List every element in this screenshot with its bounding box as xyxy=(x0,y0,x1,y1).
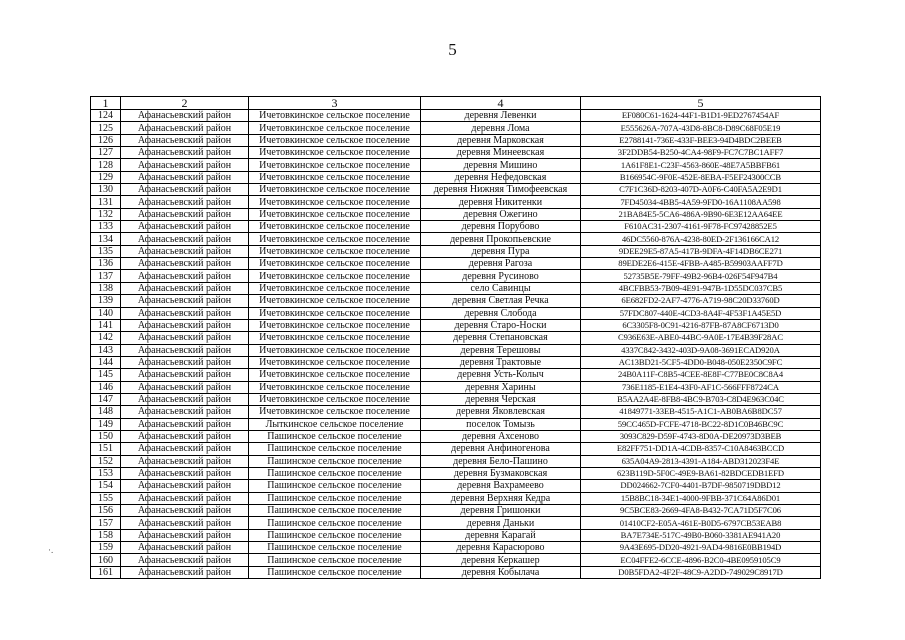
row-number-cell: 130 xyxy=(91,184,121,196)
district-cell: Афанасьевский район xyxy=(121,282,249,294)
row-number-cell: 134 xyxy=(91,233,121,245)
row-number-cell: 151 xyxy=(91,443,121,455)
locality-cell: деревня Черская xyxy=(421,393,581,405)
locality-cell: деревня Старо-Носки xyxy=(421,319,581,331)
row-number-cell: 156 xyxy=(91,505,121,517)
row-number-cell: 157 xyxy=(91,517,121,529)
guid-cell: 9C5BCE83-2669-4FA8-B432-7CA71D5F7C06 xyxy=(581,505,821,517)
settlement-cell: Пашинское сельское поселение xyxy=(249,455,421,467)
settlement-cell: Ичетовкинское сельское поселение xyxy=(249,406,421,418)
locality-cell: деревня Левенки xyxy=(421,110,581,122)
guid-cell: 89EDE2E6-415E-4FBB-A485-B59903AAFF7D xyxy=(581,258,821,270)
table-row xyxy=(91,566,821,578)
settlement-cell: Пашинское сельское поселение xyxy=(249,492,421,504)
guid-cell: BA7E734E-517C-49B0-B060-3381AE941A20 xyxy=(581,529,821,541)
locality-cell: деревня Харины xyxy=(421,381,581,393)
table-row xyxy=(91,344,821,356)
district-cell: Афанасьевский район xyxy=(121,245,249,257)
district-cell: Афанасьевский район xyxy=(121,196,249,208)
settlement-cell: Ичетовкинское сельское поселение xyxy=(249,184,421,196)
table-row xyxy=(91,505,821,517)
settlement-cell: Ичетовкинское сельское поселение xyxy=(249,393,421,405)
settlement-cell: Ичетовкинское сельское поселение xyxy=(249,208,421,220)
settlement-cell: Пашинское сельское поселение xyxy=(249,529,421,541)
column-header-locality: 4 xyxy=(421,97,581,110)
row-number-cell: 158 xyxy=(91,529,121,541)
district-cell: Афанасьевский район xyxy=(121,147,249,159)
row-number-cell: 146 xyxy=(91,381,121,393)
row-number-cell: 160 xyxy=(91,554,121,566)
row-number-cell: 125 xyxy=(91,122,121,134)
row-number-cell: 142 xyxy=(91,332,121,344)
settlement-cell: Пашинское сельское поселение xyxy=(249,430,421,442)
district-cell: Афанасьевский район xyxy=(121,110,249,122)
row-number-cell: 127 xyxy=(91,147,121,159)
locality-cell: деревня Слобода xyxy=(421,307,581,319)
row-number-cell: 152 xyxy=(91,455,121,467)
settlement-table-container xyxy=(90,96,820,579)
locality-cell: деревня Рагоза xyxy=(421,258,581,270)
guid-cell: 46DC5560-876A-4238-80ED-2F136166CA12 xyxy=(581,233,821,245)
table-row xyxy=(91,430,821,442)
district-cell: Афанасьевский район xyxy=(121,270,249,282)
guid-cell: 4337C842-3432-403D-9A08-3691ECAD920A xyxy=(581,344,821,356)
table-row xyxy=(91,406,821,418)
guid-cell: 623B119D-5F0C-49E9-BA61-82BDCEDB1EFD xyxy=(581,467,821,479)
table-row xyxy=(91,554,821,566)
table-row xyxy=(91,270,821,282)
district-cell: Афанасьевский район xyxy=(121,184,249,196)
locality-cell: деревня Карагай xyxy=(421,529,581,541)
guid-cell: 24B0A11F-C8B5-4CEE-8E8F-C77BE0C8C8A4 xyxy=(581,369,821,381)
guid-cell: 57FDC807-440E-4CD3-8A4F-4F53F1A45E5D xyxy=(581,307,821,319)
row-number-cell: 137 xyxy=(91,270,121,282)
row-number-cell: 131 xyxy=(91,196,121,208)
locality-cell: деревня Карасюрово xyxy=(421,542,581,554)
row-number-cell: 139 xyxy=(91,295,121,307)
guid-cell: E2788141-736E-433F-BEE3-94D4BDC2BEEB xyxy=(581,134,821,146)
district-cell: Афанасьевский район xyxy=(121,369,249,381)
settlement-cell: Лыткинское сельское поселение xyxy=(249,418,421,430)
table-row xyxy=(91,529,821,541)
locality-cell: деревня Порубово xyxy=(421,221,581,233)
district-cell: Афанасьевский район xyxy=(121,171,249,183)
guid-cell: 9A43E695-DD20-4921-9AD4-9816E0BB194D xyxy=(581,542,821,554)
guid-cell: 52735B5E-79FF-49B2-96B4-026F54F947B4 xyxy=(581,270,821,282)
table-row xyxy=(91,282,821,294)
locality-cell: деревня Бело-Пашино xyxy=(421,455,581,467)
settlement-cell: Ичетовкинское сельское поселение xyxy=(249,344,421,356)
table-row xyxy=(91,332,821,344)
settlement-cell: Ичетовкинское сельское поселение xyxy=(249,147,421,159)
locality-cell: деревня Минеевская xyxy=(421,147,581,159)
settlement-cell: Ичетовкинское сельское поселение xyxy=(249,381,421,393)
guid-cell: EC04FFE2-6CCE-4896-B2C0-4BE0959105C9 xyxy=(581,554,821,566)
district-cell: Афанасьевский район xyxy=(121,295,249,307)
district-cell: Афанасьевский район xyxy=(121,307,249,319)
settlement-cell: Ичетовкинское сельское поселение xyxy=(249,245,421,257)
table-row xyxy=(91,542,821,554)
guid-cell: 59CC465D-FCFE-4718-BC22-8D1C0B46BC9C xyxy=(581,418,821,430)
district-cell: Афанасьевский район xyxy=(121,208,249,220)
guid-cell: AC13BD21-5CF5-4DD0-B048-050E2350C9FC xyxy=(581,356,821,368)
table-row xyxy=(91,369,821,381)
district-cell: Афанасьевский район xyxy=(121,517,249,529)
locality-cell: деревня Терешовы xyxy=(421,344,581,356)
table-row xyxy=(91,184,821,196)
district-cell: Афанасьевский район xyxy=(121,393,249,405)
district-cell: Афанасьевский район xyxy=(121,566,249,578)
district-cell: Афанасьевский район xyxy=(121,430,249,442)
row-number-cell: 155 xyxy=(91,492,121,504)
table-row xyxy=(91,208,821,220)
district-cell: Афанасьевский район xyxy=(121,529,249,541)
district-cell: Афанасьевский район xyxy=(121,418,249,430)
settlement-cell: Ичетовкинское сельское поселение xyxy=(249,171,421,183)
row-number-cell: 159 xyxy=(91,542,121,554)
table-row xyxy=(91,356,821,368)
row-number-cell: 128 xyxy=(91,159,121,171)
locality-cell: деревня Русиново xyxy=(421,270,581,282)
column-header-guid: 5 xyxy=(581,97,821,110)
row-number-cell: 138 xyxy=(91,282,121,294)
guid-cell: E82FF751-DD1A-4CDB-8357-C10A8463BCCD xyxy=(581,443,821,455)
settlement-cell: Ичетовкинское сельское поселение xyxy=(249,221,421,233)
settlement-cell: Пашинское сельское поселение xyxy=(249,566,421,578)
guid-cell: B166954C-9F0E-452E-8EBA-F5EF24300CCB xyxy=(581,171,821,183)
district-cell: Афанасьевский район xyxy=(121,505,249,517)
guid-cell: 15B8BC18-34E1-4000-9FBB-371C64A86D01 xyxy=(581,492,821,504)
locality-cell: деревня Анфиногенова xyxy=(421,443,581,455)
settlement-cell: Пашинское сельское поселение xyxy=(249,480,421,492)
settlement-cell: Ичетовкинское сельское поселение xyxy=(249,356,421,368)
locality-cell: деревня Даньки xyxy=(421,517,581,529)
guid-cell: F610AC31-2307-4161-9F78-FC97428852E5 xyxy=(581,221,821,233)
table-row xyxy=(91,122,821,134)
table-row xyxy=(91,381,821,393)
table-row xyxy=(91,134,821,146)
settlement-table xyxy=(90,96,821,579)
settlement-cell: Ичетовкинское сельское поселение xyxy=(249,110,421,122)
settlement-cell: Пашинское сельское поселение xyxy=(249,554,421,566)
table-row xyxy=(91,245,821,257)
guid-cell: D0B5FDA2-4F2F-48C9-A2DD-749029C8917D xyxy=(581,566,821,578)
table-row xyxy=(91,196,821,208)
table-row xyxy=(91,110,821,122)
row-number-cell: 141 xyxy=(91,319,121,331)
column-header-number: 1 xyxy=(91,97,121,110)
settlement-cell: Ичетовкинское сельское поселение xyxy=(249,122,421,134)
row-number-cell: 148 xyxy=(91,406,121,418)
guid-cell: 6E682FD2-2AF7-4776-A719-98C20D33760D xyxy=(581,295,821,307)
locality-cell: деревня Пура xyxy=(421,245,581,257)
locality-cell: деревня Мишино xyxy=(421,159,581,171)
district-cell: Афанасьевский район xyxy=(121,319,249,331)
settlement-cell: Ичетовкинское сельское поселение xyxy=(249,270,421,282)
guid-cell: 635A04A9-2813-4391-A184-ABD312023F4E xyxy=(581,455,821,467)
table-row xyxy=(91,492,821,504)
district-cell: Афанасьевский район xyxy=(121,159,249,171)
settlement-cell: Пашинское сельское поселение xyxy=(249,443,421,455)
guid-cell: 3F2DDB54-B250-4CA4-98F9-FC7C7BC1AFF7 xyxy=(581,147,821,159)
district-cell: Афанасьевский район xyxy=(121,443,249,455)
table-row xyxy=(91,319,821,331)
locality-cell: деревня Керкашер xyxy=(421,554,581,566)
row-number-cell: 154 xyxy=(91,480,121,492)
settlement-cell: Пашинское сельское поселение xyxy=(249,467,421,479)
row-number-cell: 150 xyxy=(91,430,121,442)
margin-mark: ·. xyxy=(48,545,54,555)
row-number-cell: 129 xyxy=(91,171,121,183)
guid-cell: 41849771-33EB-4515-A1C1-AB0BA6B8DC57 xyxy=(581,406,821,418)
table-row xyxy=(91,147,821,159)
district-cell: Афанасьевский район xyxy=(121,492,249,504)
district-cell: Афанасьевский район xyxy=(121,542,249,554)
district-cell: Афанасьевский район xyxy=(121,258,249,270)
locality-cell: деревня Ахсеново xyxy=(421,430,581,442)
row-number-cell: 161 xyxy=(91,566,121,578)
district-cell: Афанасьевский район xyxy=(121,134,249,146)
page-number: 5 xyxy=(448,40,457,59)
row-number-cell: 149 xyxy=(91,418,121,430)
guid-cell: B5AA2A4E-8FB8-4BC9-B703-C8D4E963C04C xyxy=(581,393,821,405)
district-cell: Афанасьевский район xyxy=(121,467,249,479)
settlement-cell: Ичетовкинское сельское поселение xyxy=(249,295,421,307)
table-row xyxy=(91,443,821,455)
table-row xyxy=(91,221,821,233)
locality-cell: деревня Нефедовская xyxy=(421,171,581,183)
district-cell: Афанасьевский район xyxy=(121,480,249,492)
guid-cell: 7FD45034-4BB5-4A59-9FD0-16A1108AA598 xyxy=(581,196,821,208)
row-number-cell: 143 xyxy=(91,344,121,356)
settlement-cell: Ичетовкинское сельское поселение xyxy=(249,307,421,319)
settlement-cell: Ичетовкинское сельское поселение xyxy=(249,369,421,381)
table-header-row xyxy=(91,97,821,110)
row-number-cell: 145 xyxy=(91,369,121,381)
guid-cell: 736E1185-E1E4-43F0-AF1C-566FFF8724CA xyxy=(581,381,821,393)
settlement-cell: Ичетовкинское сельское поселение xyxy=(249,196,421,208)
district-cell: Афанасьевский район xyxy=(121,455,249,467)
table-body xyxy=(91,110,821,579)
district-cell: Афанасьевский район xyxy=(121,233,249,245)
column-header-settlement: 3 xyxy=(249,97,421,110)
row-number-cell: 140 xyxy=(91,307,121,319)
district-cell: Афанасьевский район xyxy=(121,221,249,233)
locality-cell: поселок Томызь xyxy=(421,418,581,430)
settlement-cell: Ичетовкинское сельское поселение xyxy=(249,319,421,331)
locality-cell: деревня Ожегино xyxy=(421,208,581,220)
locality-cell: деревня Верхняя Кедра xyxy=(421,492,581,504)
locality-cell: деревня Степановская xyxy=(421,332,581,344)
locality-cell: деревня Кобылача xyxy=(421,566,581,578)
locality-cell: деревня Лома xyxy=(421,122,581,134)
guid-cell: 01410CF2-E05A-461E-B0D5-6797CB53EAB8 xyxy=(581,517,821,529)
guid-cell: C936E63E-ABE0-44BC-9A0E-17E4B39F28AC xyxy=(581,332,821,344)
table-row xyxy=(91,171,821,183)
row-number-cell: 136 xyxy=(91,258,121,270)
row-number-cell: 124 xyxy=(91,110,121,122)
guid-cell: DD024662-7CF0-4401-B7DF-9850719DBD12 xyxy=(581,480,821,492)
locality-cell: деревня Прокопьевские xyxy=(421,233,581,245)
table-row xyxy=(91,258,821,270)
settlement-cell: Ичетовкинское сельское поселение xyxy=(249,332,421,344)
guid-cell: E555626A-707A-43D8-8BC8-D89C68F05E19 xyxy=(581,122,821,134)
locality-cell: деревня Бузмаковская xyxy=(421,467,581,479)
settlement-cell: Ичетовкинское сельское поселение xyxy=(249,159,421,171)
locality-cell: деревня Гришонки xyxy=(421,505,581,517)
district-cell: Афанасьевский район xyxy=(121,406,249,418)
guid-cell: C7F1C36D-8203-407D-A0F6-C40FA5A2E9D1 xyxy=(581,184,821,196)
locality-cell: деревня Яковлевская xyxy=(421,406,581,418)
row-number-cell: 153 xyxy=(91,467,121,479)
guid-cell: 3093C829-D59F-4743-8D0A-DE20973D3BEB xyxy=(581,430,821,442)
settlement-cell: Пашинское сельское поселение xyxy=(249,542,421,554)
guid-cell: 1A61F8E1-C23F-4563-860E-48E7A5BBFB61 xyxy=(581,159,821,171)
district-cell: Афанасьевский район xyxy=(121,554,249,566)
locality-cell: село Савинцы xyxy=(421,282,581,294)
row-number-cell: 144 xyxy=(91,356,121,368)
locality-cell: деревня Усть-Колыч xyxy=(421,369,581,381)
row-number-cell: 133 xyxy=(91,221,121,233)
settlement-cell: Ичетовкинское сельское поселение xyxy=(249,258,421,270)
locality-cell: деревня Никитенки xyxy=(421,196,581,208)
settlement-cell: Пашинское сельское поселение xyxy=(249,505,421,517)
table-row xyxy=(91,467,821,479)
table-row xyxy=(91,307,821,319)
district-cell: Афанасьевский район xyxy=(121,344,249,356)
district-cell: Афанасьевский район xyxy=(121,356,249,368)
table-row xyxy=(91,480,821,492)
table-row xyxy=(91,455,821,467)
table-row xyxy=(91,393,821,405)
guid-cell: 9DEE29E5-87A5-417B-9DFA-4F14DB6CE271 xyxy=(581,245,821,257)
column-header-district: 2 xyxy=(121,97,249,110)
row-number-cell: 147 xyxy=(91,393,121,405)
table-row xyxy=(91,233,821,245)
settlement-cell: Пашинское сельское поселение xyxy=(249,517,421,529)
table-row xyxy=(91,295,821,307)
guid-cell: EF080C61-1624-44F1-B1D1-9ED2767454AF xyxy=(581,110,821,122)
locality-cell: деревня Вахрамеево xyxy=(421,480,581,492)
district-cell: Афанасьевский район xyxy=(121,332,249,344)
locality-cell: деревня Светлая Речка xyxy=(421,295,581,307)
district-cell: Афанасьевский район xyxy=(121,122,249,134)
row-number-cell: 126 xyxy=(91,134,121,146)
guid-cell: 6C3305F8-0C91-4216-87FB-87A8CF6713D0 xyxy=(581,319,821,331)
settlement-cell: Ичетовкинское сельское поселение xyxy=(249,134,421,146)
locality-cell: деревня Трактовые xyxy=(421,356,581,368)
row-number-cell: 135 xyxy=(91,245,121,257)
locality-cell: деревня Нижняя Тимофеевская xyxy=(421,184,581,196)
district-cell: Афанасьевский район xyxy=(121,381,249,393)
table-row xyxy=(91,418,821,430)
guid-cell: 21BA84E5-5CA6-486A-9B90-6E3E12AA64EE xyxy=(581,208,821,220)
guid-cell: 4BCFBB53-7B09-4E91-947B-1D55DC037CB5 xyxy=(581,282,821,294)
settlement-cell: Ичетовкинское сельское поселение xyxy=(249,282,421,294)
locality-cell: деревня Марковская xyxy=(421,134,581,146)
row-number-cell: 132 xyxy=(91,208,121,220)
table-row xyxy=(91,517,821,529)
table-row xyxy=(91,159,821,171)
settlement-cell: Ичетовкинское сельское поселение xyxy=(249,233,421,245)
